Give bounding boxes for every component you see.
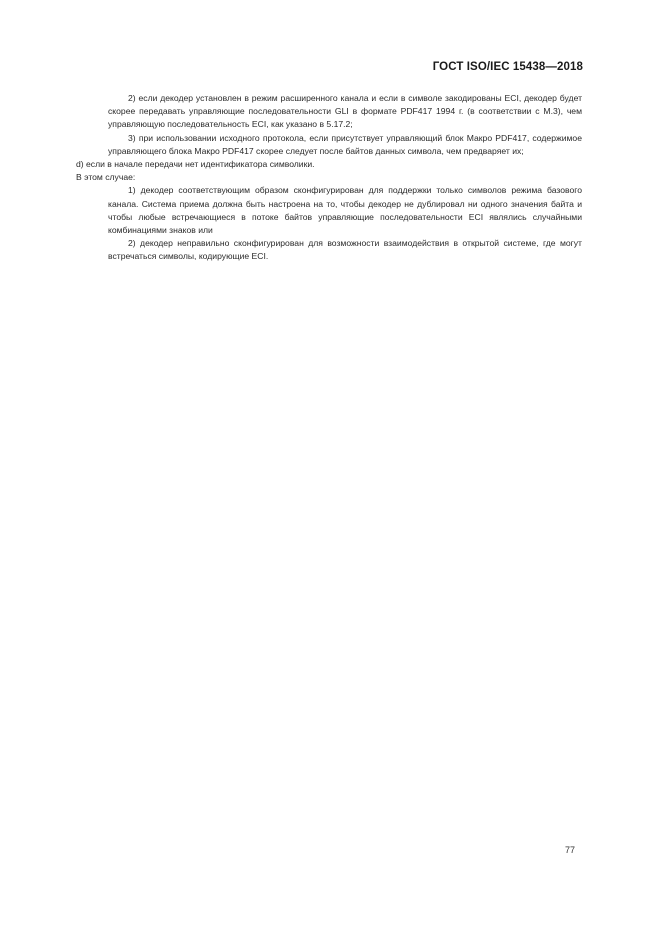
document-header: ГОСТ ISO/IEC 15438—2018	[432, 61, 583, 73]
paragraph: 1) декодер соответствующим образом сконфигурирован для поддержки только символов режима базового канала. Система приема должна быть настроена на то, чтобы декодер не дублировал ни одного значения байта и чтобы любые встречающиеся в потоке байтов управляющие последовательности ECI являлись случайными комбинациями знаков или	[108, 185, 582, 236]
list-item-2	[76, 92, 582, 132]
paragraph: 2) декодер неправильно сконфигурирован для возможности взаимодействия в открытой системе, где могут встречаться символы, кодирующие ECI.	[108, 238, 582, 262]
list-item-d: d) если в начале передачи нет идентификатора символики.	[76, 159, 315, 170]
list-item-3	[76, 132, 582, 158]
case-item-2	[76, 237, 582, 263]
paragraph: 3) при использовании исходного протокола, если присутствует управляющий блок Макро PDF417, содержимое управляющего блока Макро PDF417 скорее следует после байтов данных символа, чем предваряет их;	[108, 132, 582, 156]
document-body	[76, 92, 582, 264]
case-item-1	[76, 184, 582, 237]
in-this-case-label: В этом случае:	[76, 172, 136, 183]
page-number: 77	[564, 845, 575, 855]
paragraph: 2) если декодер установлен в режим расширенного канала и если в символе закодированы ECI, декодер будет скорее передавать управляющие последовательности GLI в формате PDF417 1994 г. (в соответствии с М.3), чем управляющую последовательность ECI, как указано в 5.17.2;	[108, 93, 582, 130]
